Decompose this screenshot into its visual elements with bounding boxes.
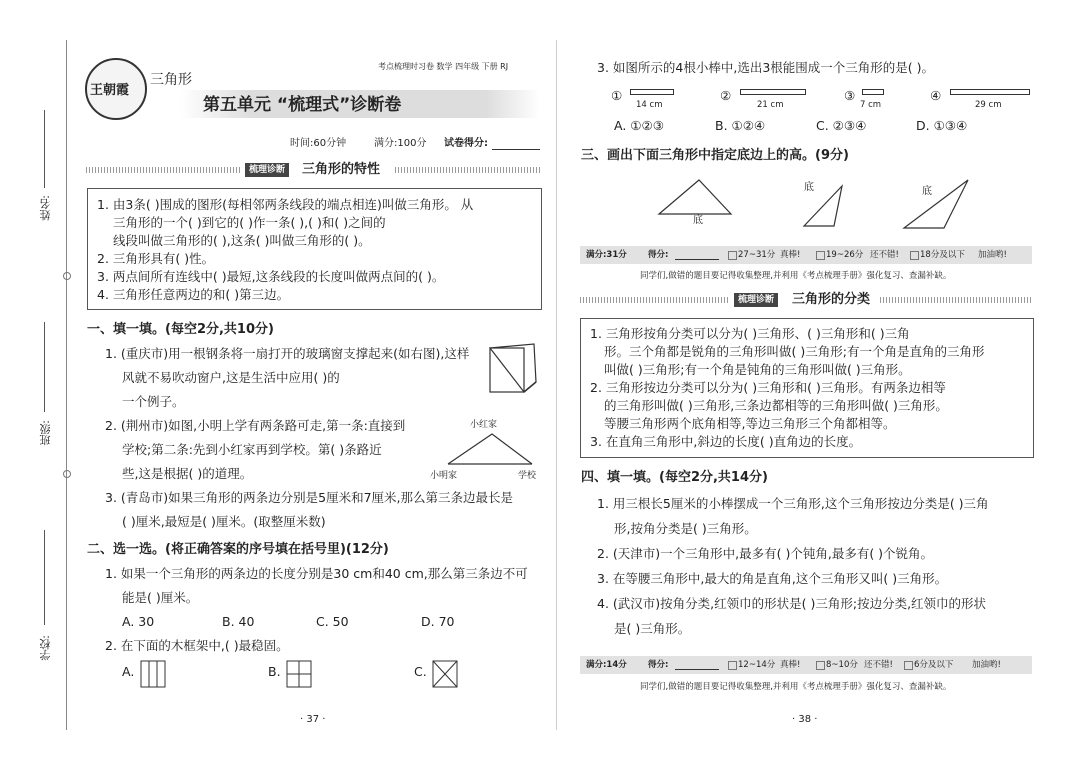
message-3: 加油哟! (978, 250, 1007, 260)
box-line: 4. 三角形任意两边的和( )第三边。 (97, 287, 290, 302)
range-2: 8~10分 (826, 660, 858, 670)
route-figure (440, 428, 540, 468)
question-line: 些,这是根据( )的道理。 (122, 466, 253, 481)
score-line (492, 149, 540, 150)
window-figure (488, 342, 540, 396)
box-line: 形。三个角都是锐角的三角形叫做( )三角形;有一个角是直角的三角形 (604, 344, 985, 359)
question-line: 4. (武汉市)按角分类,红领巾的形状是( )三角形;按边分类,红领巾的形状 (597, 596, 987, 611)
box-line: 等腰三角形两个底角相等,等边三角形三个角都相等。 (604, 416, 896, 431)
review-note: 同学们,做错的题目要记得收集整理,并利用《考点梳理手册》强化复习、查漏补缺。 (640, 271, 952, 281)
stick-length: 14 cm (636, 100, 663, 110)
page-divider (556, 40, 557, 730)
option-d: D. ①③④ (916, 118, 968, 133)
section-tag: 梳理诊断 (245, 163, 289, 177)
question-line: ( )厘米,最短是( )厘米。(取整厘米数) (122, 514, 326, 529)
label-school: 学校 (518, 471, 537, 481)
option-b: B. (268, 664, 281, 679)
page-title: 第五单元 “梳理式”诊断卷 (203, 95, 402, 115)
page-number: · 37 · (300, 714, 326, 725)
message-2: 还不错! (870, 250, 899, 260)
section-hatch (86, 167, 241, 173)
option-b: B. ①②④ (715, 118, 766, 133)
option-c: C. 50 (316, 614, 349, 629)
checkbox[interactable] (910, 251, 919, 260)
stick-number: ④ (930, 88, 942, 103)
section-title: 三角形的特性 (302, 162, 381, 177)
stick-2 (740, 89, 806, 95)
option-c: C. ②③④ (816, 118, 867, 133)
triangle-1 (655, 176, 735, 218)
label-xiaoming-home: 小明家 (430, 471, 458, 481)
box-line: 叫做( )三角形;有一个角是钝角的三角形叫做( )三角形。 (604, 362, 911, 377)
stick-1 (630, 89, 674, 95)
checkbox[interactable] (816, 251, 825, 260)
base-label: 底 (693, 215, 703, 226)
checkbox[interactable] (728, 251, 737, 260)
box-line: 2. 三角形按边分类可以分为( )三角形和( )三角形。有两条边相等 (590, 380, 946, 395)
school-label: 学校: (39, 635, 52, 661)
base-label: 底 (922, 186, 932, 197)
option-d: D. 70 (421, 614, 455, 629)
range-2: 19~26分 (826, 250, 864, 260)
section-hatch (395, 167, 540, 173)
stick-number: ② (720, 88, 732, 103)
score-label: 得分: (648, 660, 669, 670)
logo-text: 王朝霞 (90, 83, 130, 98)
question-line: 1. 如果一个三角形的两条边的长度分别是30 cm和40 cm,那么第三条边不可 (105, 566, 528, 581)
school-line (44, 530, 45, 625)
box-line: 3. 在直角三角形中,斜边的长度( )直角边的长度。 (590, 434, 862, 449)
binding-hole (63, 272, 71, 280)
score-info: 试卷得分: (444, 138, 488, 149)
full-score-info: 满分:100分 (374, 138, 427, 149)
stick-length: 29 cm (975, 100, 1002, 110)
logo-badge (85, 58, 147, 120)
question-line: 2. 在下面的木框架中,( )最稳固。 (105, 638, 289, 653)
range-1: 27~31分 (738, 250, 776, 260)
score-bar (580, 246, 1032, 264)
frame-b-figure (286, 660, 312, 688)
frame-a-figure (140, 660, 166, 688)
name-line (44, 110, 45, 188)
part-title: 一、填一填。(每空2分,共10分) (87, 322, 274, 337)
box-line: 的三角形叫做( )三角形,三条边都相等的三角形叫做( )三角形。 (604, 398, 948, 413)
box-line: 2. 三角形具有( )性。 (97, 251, 215, 266)
class-label: 班级: (39, 420, 52, 446)
range-3: 18分及以下 (920, 250, 965, 260)
name-label: 姓名: (39, 195, 52, 221)
option-a: A. (122, 664, 135, 679)
stick-length: 7 cm (860, 100, 882, 110)
stick-length: 21 cm (757, 100, 784, 110)
checkbox[interactable] (904, 661, 913, 670)
section-hatch (580, 297, 730, 303)
question-line: 是( )三角形。 (614, 621, 691, 636)
checkbox[interactable] (728, 661, 737, 670)
question-line: 风就不易吹动窗户,这是生活中应用( )的 (122, 370, 340, 385)
review-note: 同学们,做错的题目要记得收集整理,并利用《考点梳理手册》强化复习、查漏补缺。 (640, 682, 952, 692)
stick-3 (862, 89, 884, 95)
stick-4 (950, 89, 1030, 95)
full-score: 满分:31分 (586, 250, 627, 260)
box-line: 3. 两点间所有连线中( )最短,这条线段的长度叫做两点间的( )。 (97, 269, 445, 284)
chapter-name: 三角形 (150, 72, 192, 88)
part-title: 三、画出下面三角形中指定底边上的高。(9分) (581, 148, 849, 163)
option-b: B. 40 (222, 614, 255, 629)
box-line: 三角形的一个( )到它的( )作一条( ),( )和( )之间的 (113, 215, 386, 230)
page-number: · 38 · (792, 714, 818, 725)
question-line: 3. 如图所示的4根小棒中,选出3根能围成一个三角形的是( )。 (597, 60, 935, 75)
option-c: C. (414, 664, 427, 679)
section-hatch (880, 297, 1032, 303)
section-title: 三角形的分类 (792, 292, 871, 307)
question-line: 3. (青岛市)如果三角形的两条边分别是5厘米和7厘米,那么第三条边最长是 (105, 490, 514, 505)
box-line: 1. 由3条( )围成的图形(每相邻两条线段的端点相连)叫做三角形。 从 (97, 197, 474, 212)
stick-number: ③ (844, 88, 856, 103)
box-line: 线段叫做三角形的( ),这条( )叫做三角形的( )。 (113, 233, 371, 248)
score-bar (580, 656, 1032, 674)
question-line: 形,按角分类是( )三角形。 (614, 521, 757, 536)
binding-hole (63, 470, 71, 478)
message-3: 加油哟! (972, 660, 1001, 670)
question-line: 3. 在等腰三角形中,最大的角是直角,这个三角形又叫( )三角形。 (597, 571, 948, 586)
message-1: 真棒! (780, 660, 801, 670)
score-line (675, 259, 719, 260)
label-xiaohong-home: 小红家 (470, 420, 498, 430)
question-line: 一个例子。 (122, 394, 185, 409)
checkbox[interactable] (816, 661, 825, 670)
header-series: 考点梳理时习卷 数学 四年级 下册 RJ (378, 62, 509, 71)
full-score: 满分:14分 (586, 660, 627, 670)
score-line (675, 669, 719, 670)
class-line (44, 322, 45, 412)
option-a: A. ①②③ (614, 118, 664, 133)
message-1: 真棒! (780, 250, 801, 260)
base-label: 底 (804, 182, 814, 193)
range-3: 6分及以下 (914, 660, 954, 670)
binding-line (66, 40, 67, 730)
question-line: 能是( )厘米。 (122, 590, 199, 605)
question-line: 2. (天津市)一个三角形中,最多有( )个钝角,最多有( )个锐角。 (597, 546, 934, 561)
question-line: 1. 用三根长5厘米的小棒摆成一个三角形,这个三角形按边分类是( )三角 (597, 496, 989, 511)
question-line: 学校;第二条:先到小红家再到学校。第( )条路近 (122, 442, 382, 457)
time-info: 时间:60分钟 (290, 138, 347, 149)
message-2: 还不错! (864, 660, 893, 670)
question-line: 2. (荆州市)如图,小明上学有两条路可走,第一条:直接到 (105, 418, 406, 433)
part-title: 四、填一填。(每空2分,共14分) (581, 470, 768, 485)
stick-number: ① (611, 88, 623, 103)
frame-c-figure (432, 660, 458, 688)
range-1: 12~14分 (738, 660, 776, 670)
box-line: 1. 三角形按角分类可以分为( )三角形、( )三角形和( )三角 (590, 326, 910, 341)
triangle-3 (900, 176, 972, 232)
option-a: A. 30 (122, 614, 155, 629)
question-line: 1. (重庆市)用一根钢条将一扇打开的玻璃窗支撑起来(如右图),这样 (105, 346, 470, 361)
score-label: 得分: (648, 250, 669, 260)
part-title: 二、选一选。(将正确答案的序号填在括号里)(12分) (87, 542, 389, 557)
section-tag: 梳理诊断 (734, 293, 778, 307)
